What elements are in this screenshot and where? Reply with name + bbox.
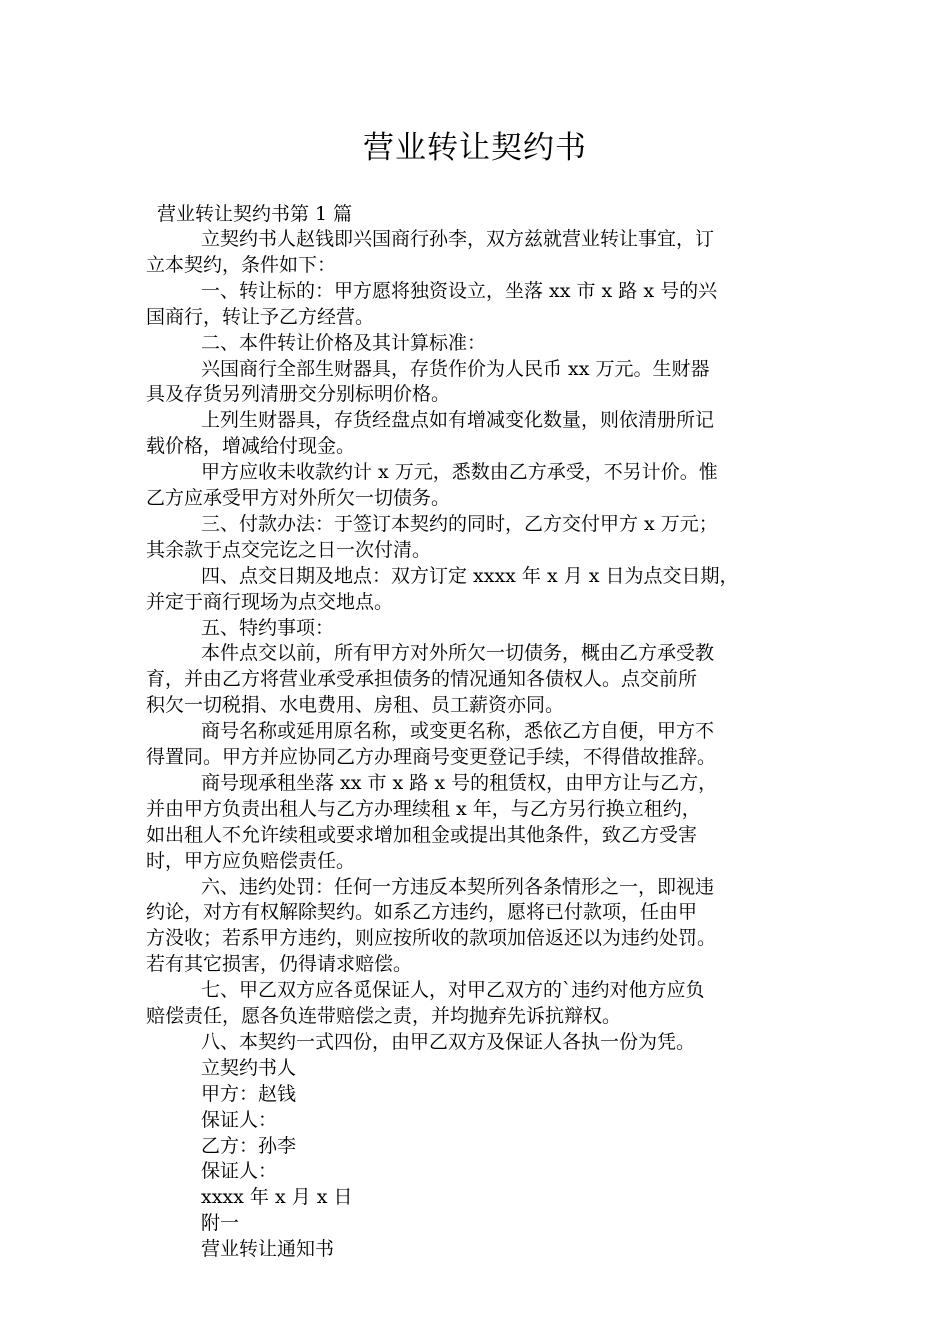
paragraph-line: 乙方应承受甲方对外所欠一切债务。 — [146, 487, 451, 509]
paragraph-line: 营业转让通知书 — [201, 1238, 335, 1261]
paragraph-line: 若有其它损害，仍得请求赔偿。 — [146, 953, 413, 976]
paragraph-line: 保证人： — [201, 1108, 278, 1131]
paragraph-line: 得置同。甲方并应协同乙方办理商号变更登记手续，不得借故推辞。 — [146, 746, 717, 768]
paragraph-line: 七、甲乙双方应各觅保证人，对甲乙双方的`违约对他方应负 — [201, 979, 705, 1002]
paragraph-line: 甲方：赵钱 — [201, 1082, 297, 1105]
paragraph-line: 约论，对方有权解除契约。如系乙方违约，愿将已付款项，任由甲 — [146, 901, 698, 924]
paragraph-line: 如出租人不允许续租或要求增加租金或提出其他条件，致乙方受害 — [146, 823, 698, 846]
paragraph-line: 载价格，增减给付现金。 — [146, 435, 356, 458]
paragraph-line: 并定于商行现场为点交地点。 — [146, 590, 394, 613]
paragraph-line: 具及存货另列清册交分别标明价格。 — [146, 383, 451, 406]
paragraph-line: 一、转让标的：甲方愿将独资设立，坐落 xx 市 x 路 x 号的兴 — [201, 279, 718, 302]
paragraph-line: 四、点交日期及地点：双方订定 xxxx 年 x 月 x 日为点交日期， — [201, 564, 739, 587]
paragraph-line: 赔偿责任，愿各负连带赔偿之责，并均抛弃先诉抗辩权。 — [146, 1005, 622, 1027]
paragraph-line: 积欠一切税捐、水电费用、房租、员工薪资亦同。 — [146, 694, 565, 717]
paragraph-line: 二、本件转让价格及其计算标准： — [201, 331, 487, 354]
paragraph-line: 并由甲方负责出租人与乙方办理续租 x 年，与乙方另行换立租约， — [146, 797, 701, 820]
paragraph-line: 八、本契约一式四份，由甲乙双方及保证人各执一份为凭。 — [201, 1030, 696, 1053]
paragraph-line: 附一 — [201, 1212, 240, 1235]
paragraph-line: 五、特约事项： — [201, 616, 335, 639]
paragraph-line: 三、付款办法：于签订本契约的同时，乙方交付甲方 x 万元； — [201, 512, 718, 535]
paragraph-line: 商号名称或延用原名称，或变更名称，悉依乙方自便，甲方不 — [201, 720, 715, 743]
paragraph-line: 时，甲方应负赔偿责任。 — [146, 849, 356, 872]
paragraph-line: 商号现承租坐落 xx 市 x 路 x 号的租赁权，由甲方让与乙方， — [201, 771, 718, 794]
paragraph-line: 兴国商行全部生财器具，存货作价为人民币 xx 万元。生财器 — [201, 357, 710, 380]
paragraph-line: 本件点交以前，所有甲方对外所欠一切债务，概由乙方承受教 — [201, 642, 715, 665]
paragraph-line: 育，并由乙方将营业承受承担债务的情况通知各债权人。点交前所 — [146, 668, 698, 691]
paragraph-line: 六、违约处罚：任何一方违反本契所列各条情形之一，即视违 — [201, 875, 715, 898]
paragraph-line: 乙方：孙李 — [201, 1134, 297, 1157]
paragraph-line: 立契约书人赵钱即兴国商行孙李，双方兹就营业转让事宜，订 — [201, 228, 715, 250]
paragraph-line: 保证人： — [201, 1160, 278, 1183]
paragraph-line: 方没收；若系甲方违约，则应按所收的款项加倍返还以为违约处罚。 — [146, 927, 717, 950]
document-title: 营业转让契约书 — [363, 130, 587, 166]
paragraph-line: 国商行，转让予乙方经营。 — [146, 305, 375, 328]
paragraph-line: 甲方应收未收款约计 x 万元，悉数由乙方承受，不另计价。惟 — [201, 461, 718, 484]
document-subtitle: 营业转让契约书第 1 篇 — [157, 203, 353, 225]
paragraph-line: xxxx 年 x 月 x 日 — [201, 1186, 353, 1209]
paragraph-line: 立契约书人 — [201, 1056, 297, 1079]
paragraph-line: 其余款于点交完讫之日一次付清。 — [146, 538, 432, 561]
paragraph-line: 上列生财器具，存货经盘点如有增减变化数量，则依清册所记 — [201, 409, 715, 432]
paragraph-line: 立本契约，条件如下： — [146, 253, 337, 276]
